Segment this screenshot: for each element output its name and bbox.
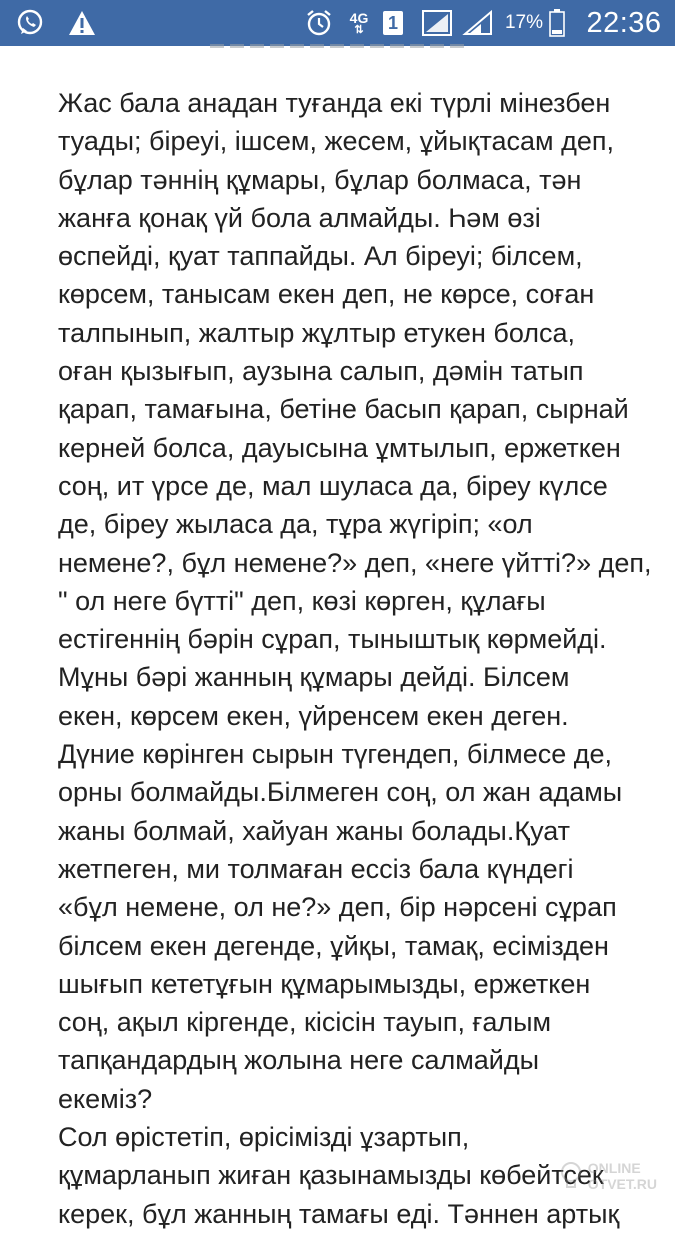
- article-line: екен, көрсем екен, үйренсем екен деген.: [58, 700, 569, 731]
- article-line: туады; біреуі, ішсем, жесем, ұйықтасам деп,: [58, 126, 614, 157]
- article-line: білсем екен дегенде, ұйқы, тамақ, есімізден: [58, 930, 609, 961]
- sim-slot-label: 1: [383, 11, 403, 35]
- article-line: жанға қонақ үй бола алмайды. Һәм өзі: [58, 202, 541, 233]
- warning-icon: [64, 0, 100, 46]
- article-line: соң, ит үрсе де, мал шуласа да, біреу күлсе: [58, 470, 608, 501]
- watermark-line1: ONLINE: [587, 1160, 641, 1176]
- cutoff-text-line: [210, 40, 470, 50]
- article-text: [58, 84, 670, 1233]
- clock: 22:36: [586, 6, 662, 39]
- article-line: Сол өрістетіп, өрісімізді ұзартып,: [58, 1122, 470, 1153]
- article-line: керек, бұл жанның тамағы еді. Тәннен артық: [58, 1198, 620, 1229]
- article-line: соң, ақыл кіргенде, кісісін тауып, ғалым: [58, 1007, 552, 1038]
- article-line: немене?, бұл немене?» деп, «неге үйтті?» деп,: [58, 547, 652, 578]
- article-line: де, біреу жыласа да, тұра жүгіріп; «ол: [58, 509, 533, 540]
- data-arrows-icon: ⇅: [354, 23, 364, 36]
- network-type-label: 4G: [349, 9, 369, 26]
- article-line: көрсем, танысам екен деп, не көрсе, соған: [58, 279, 595, 310]
- watermark-line2: OTVET.RU: [587, 1176, 657, 1192]
- article-line: құмарланып жиған қазынамызды көбейтсек: [58, 1160, 604, 1191]
- article-line: жаны болмай, хайуан жаны болады.Қуат: [58, 815, 571, 846]
- article-line: " ол неге бүтті" деп, көзі көрген, құлағы: [58, 585, 546, 616]
- watermark: [560, 1160, 657, 1192]
- article-line: естігеннің бәрін сұрап, тыныштық көрмейді.: [58, 624, 607, 655]
- article-line: Мұны бәрі жанның құмары дейді. Білсем: [58, 662, 570, 693]
- lightbulb-icon: [560, 1161, 582, 1191]
- article-line: қарап, тамағына, бетіне басып қарап, сырнай: [58, 394, 629, 425]
- battery-icon: [546, 0, 568, 46]
- article-line: екеміз?: [58, 1083, 153, 1114]
- article-line: «бұл немене, ол не?» деп, бір нәрсені сұрап: [58, 892, 617, 923]
- article-line: Дүние көрінген сырын түгендеп, білмесе де,: [58, 739, 613, 770]
- battery-percent: 17%: [504, 12, 544, 33]
- article-line: Жас бала анадан туғанда екі түрлі мінезбен: [58, 88, 611, 118]
- whatsapp-icon[interactable]: [14, 0, 46, 46]
- article-line: жетпеген, ми толмаған ессіз бала күндегі: [58, 853, 574, 884]
- article-line: бұлар тәннің құмары, бұлар болмаса, тән: [58, 164, 582, 195]
- article-line: оған қызығып, аузына салып, дәмін татып: [58, 356, 584, 387]
- article-line: талпынып, жалтыр жұлтыр етукен болса,: [58, 317, 576, 348]
- article-line: шығып кететұғын құмарымызды, ержеткен: [58, 968, 591, 999]
- article-line: керней болса, дауысына ұмтылып, ержеткен: [58, 432, 621, 463]
- article-line: тапқандардың жолына неге салмайды: [58, 1045, 540, 1076]
- article-line: өспейді, қуат таппайды. Ал біреуі; білсем,: [58, 241, 583, 272]
- article-line: орны болмайды.Білмеген соң, ол жан адамы: [58, 777, 623, 808]
